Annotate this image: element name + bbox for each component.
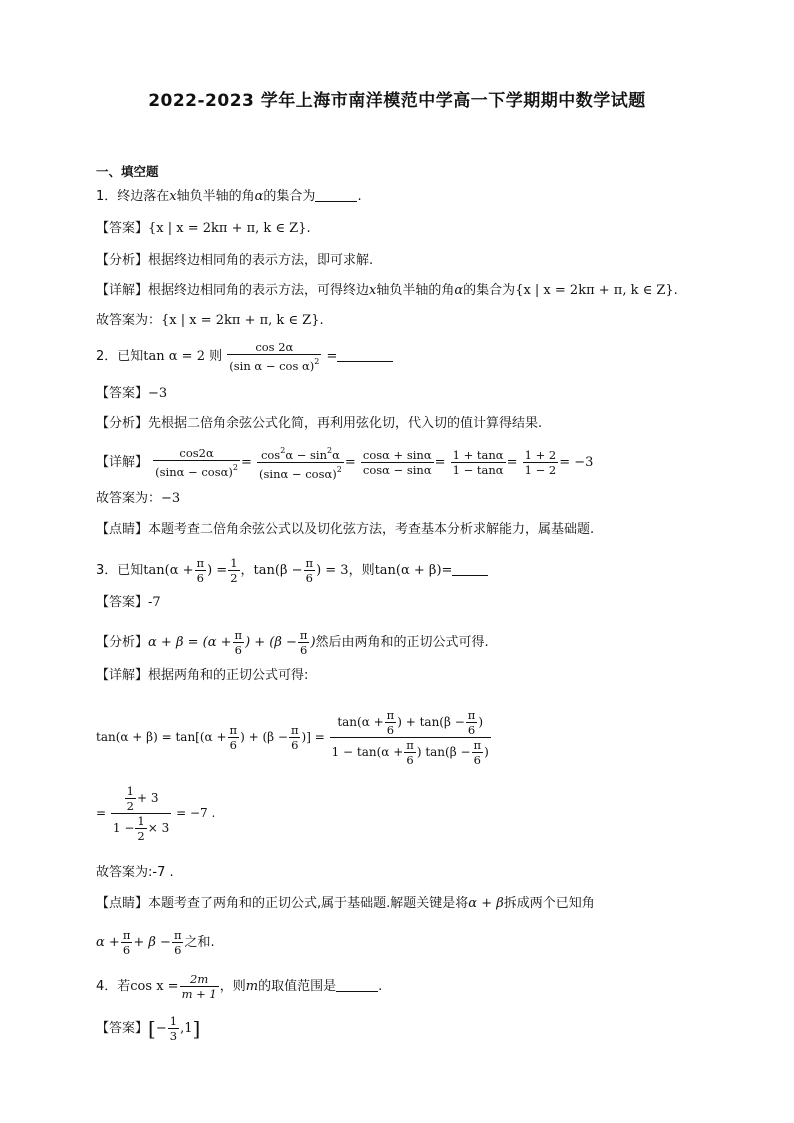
section-heading: 一、填空题 <box>96 164 159 179</box>
question-4: 4．若cos x = $\frac{2m}{m + 1}$ ，则m的取值范围是 . <box>96 972 383 1001</box>
q2-comment: 【点睛】本题考查二倍角余弦公式以及切化弦方法，考查基本分析求解能力，属基础题. <box>96 522 595 537</box>
q1-detail: 【详解】根据终边相同角的表示方法，可得终边x轴负半轴的角α的集合为{x | x = 2kπ + π, k ∈ Z}. <box>96 283 678 298</box>
q2-answer: 【答案】−3 <box>96 386 168 401</box>
q1-answer: 【答案】{x | x = 2kπ + π, k ∈ Z}. <box>96 221 311 236</box>
q1-final: 故答案为：{x | x = 2kπ + π, k ∈ Z}. <box>96 313 324 328</box>
q3-equation-1: tan(α + β) = tan[(α + $\frac{\pi}{6}$ ) + (β − $\frac{\pi}{6}$ )] = tan(α + $\frac{\pi}{6}$ ) + tan(β − $\frac{\pi}{6}$ ) 1 − tan(α + $\frac{\pi}{6}$ ) tan(β − $\frac{\pi}{6}$ ) <box>96 708 489 767</box>
q2-final: 故答案为：−3 <box>96 491 181 506</box>
q3-answer: 【答案】-7 <box>96 595 161 610</box>
q1-analysis: 【分析】根据终边相同角的表示方法，即可求解. <box>96 253 374 268</box>
q2-fraction: $\frac{\cos 2\alpha}{(\sin \alpha - \cos \alpha)^2}$ <box>229 340 320 373</box>
q3-comment: 【点睛】本题考查了两角和的正切公式,属于基础题.解题关键是将α + β拆成两个已知角 <box>96 896 595 911</box>
q3-comment-2: α + $\frac{\pi}{6}$ + β − $\frac{\pi}{6}$ 之和. <box>96 928 215 957</box>
question-3: 3．已知tan(α + $\frac{\pi}{6}$ ) = $\frac{1}{2}$ ，tan(β − $\frac{\pi}{6}$ ) = 3，则tan(α + β)= <box>96 556 488 585</box>
q4-answer: 【答案】[− $\frac{1}{3}$ ,1] <box>96 1014 201 1043</box>
q3-analysis: 【分析】α + β = (α + $\frac{\pi}{6}$ ) + (β − $\frac{\pi}{6}$ )然后由两角和的正切公式可得. <box>96 628 489 657</box>
q3-equation-2: = $\frac{1}{2}$ + 3 1 − $\frac{1}{2}$ × 3 = −7 . <box>96 784 216 843</box>
question-2: 2．已知tan α = 2 则 $\frac{\cos 2\alpha}{(\sin \alpha - \cos \alpha)^2}$ = <box>96 340 393 373</box>
q2-detail: 【详解】 $\frac{\cos 2\alpha}{(\sin\alpha - \cos\alpha)^2}$ = $\frac{\cos^2\alpha - \sin^2\alpha}{(\sin\alpha - \cos\alpha)^2}$ = $\frac{\cos\alpha + \sin\alpha}{\cos\alpha - \sin\alpha}$ = $\frac{1 + \tan\alpha}{1 - \tan\alpha}$ = $\frac{1 + 2}{1 - 2}$ = −3 <box>96 446 594 481</box>
question-1: 1．终边落在x轴负半轴的角α的集合为 . <box>96 189 362 204</box>
q3-final: 故答案为:-7 . <box>96 865 174 880</box>
q2-analysis: 【分析】先根据二倍角余弦公式化简，再利用弦化切，代入切的值计算得结果. <box>96 416 543 431</box>
page-title: 2022-2023 学年上海市南洋模范中学高一下学期期中数学试题 <box>148 91 646 111</box>
q3-detail: 【详解】根据两角和的正切公式可得: <box>96 668 309 683</box>
